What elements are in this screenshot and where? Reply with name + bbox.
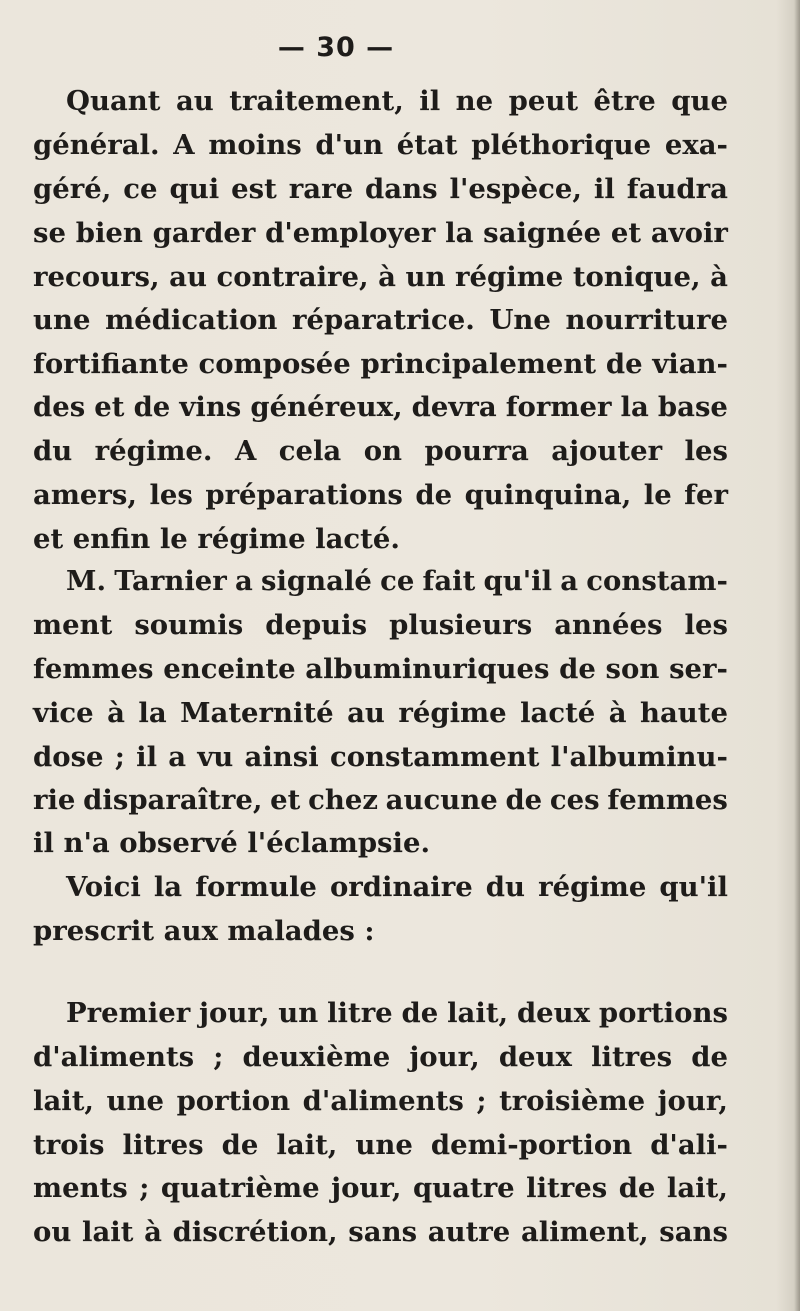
text-line: lait, une portion d'aliments ; troisième jour, — [33, 1085, 728, 1117]
page-number: — 30 — — [277, 32, 395, 63]
page-edge-shadow — [794, 0, 800, 1311]
text-line: géré, ce qui est rare dans l'espèce, il faudra — [33, 173, 728, 205]
text-line: amers, les préparations de quinquina, le fer — [33, 479, 728, 511]
text-line: des et de vins généreux, devra former la base — [33, 391, 728, 423]
text-line: Premier jour, un litre de lait, deux portions — [66, 997, 728, 1029]
text-line: il n'a observé l'éclampsie. — [33, 827, 431, 859]
text-line: vice à la Maternité au régime lacté à haute — [33, 697, 728, 729]
text-line: M. Tarnier a signalé ce fait qu'il a constam- — [66, 565, 728, 597]
text-line: ou lait à discrétion, sans autre aliment, sans — [33, 1216, 728, 1248]
text-line: se bien garder d'employer la saignée et avoir — [33, 217, 728, 249]
text-line: Voici la formule ordinaire du régime qu'il — [66, 871, 728, 903]
text-line: et enfin le régime lacté. — [33, 523, 400, 555]
text-line: du régime. A cela on pourra ajouter les — [33, 435, 728, 467]
text-line: ments ; quatrième jour, quatre litres de lait, — [33, 1172, 728, 1204]
text-line: prescrit aux malades : — [33, 915, 375, 947]
text-line: dose ; il a vu ainsi constamment l'albuminu- — [33, 741, 728, 773]
text-line: Quant au traitement, il ne peut être que — [66, 85, 728, 117]
text-line: femmes enceinte albuminuriques de son ser- — [33, 653, 728, 685]
text-line: recours, au contraire, à un régime tonique, à — [33, 261, 728, 293]
text-line: d'aliments ; deuxième jour, deux litres de — [33, 1041, 728, 1073]
text-line: fortifiante composée principalement de vian- — [33, 348, 728, 380]
text-line: une médication réparatrice. Une nourriture — [33, 304, 728, 336]
text-line: ment soumis depuis plusieurs années les — [33, 609, 728, 641]
text-line: trois litres de lait, une demi-portion d'ali- — [33, 1129, 728, 1161]
text-line: rie disparaître, et chez aucune de ces femmes — [33, 784, 728, 816]
text-line: général. A moins d'un état pléthorique exa- — [33, 129, 728, 161]
